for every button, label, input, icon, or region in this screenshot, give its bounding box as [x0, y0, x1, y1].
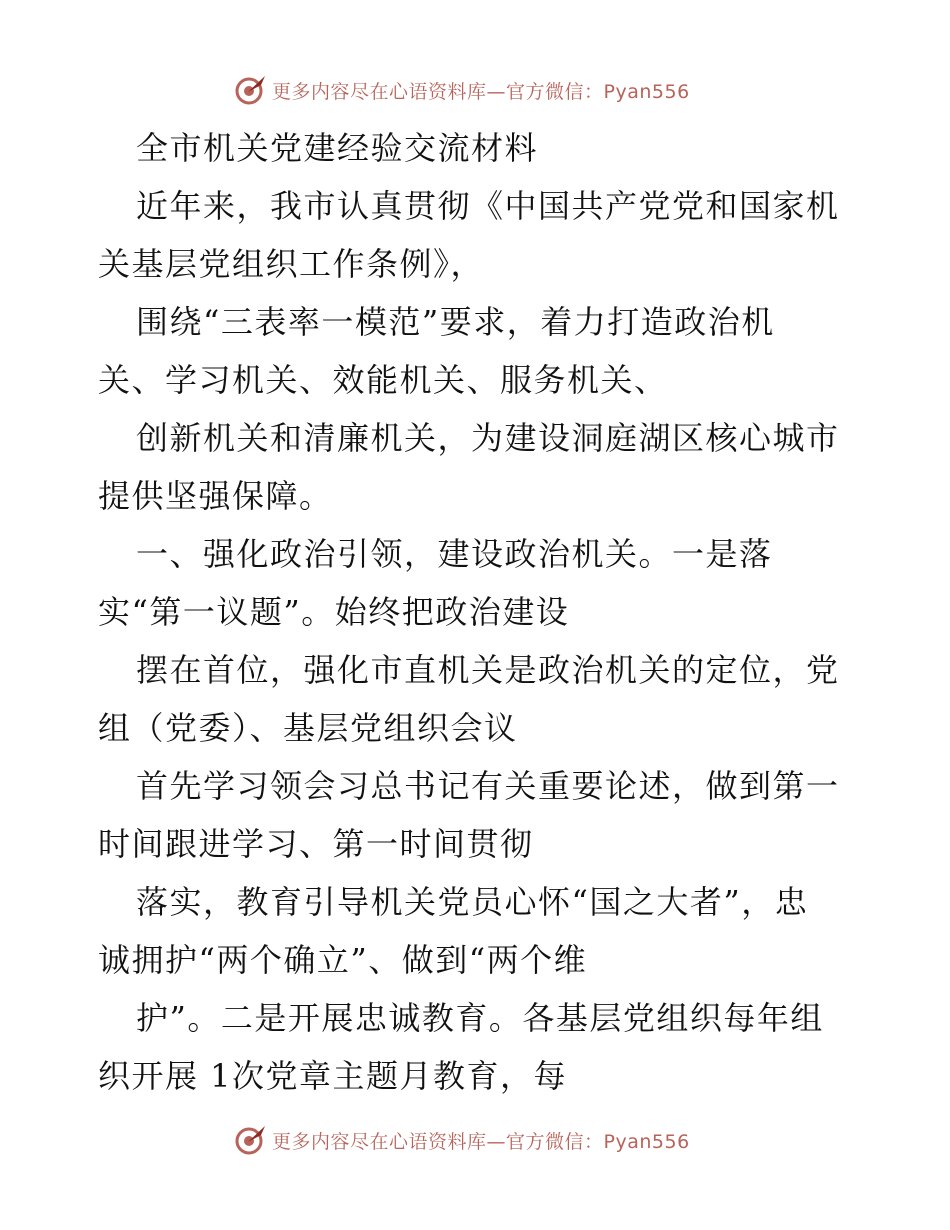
quill-pen-icon	[234, 1123, 268, 1157]
text-line: 诚拥护“两个确立”、做到“两个维	[98, 941, 588, 979]
text-line: 关、学习机关、效能机关、服务机关、	[98, 361, 668, 399]
watermark-text: 更多内容尽在心语资料库—官方微信：Pyan556	[272, 1130, 690, 1153]
text-line: 提供坚强保障。	[98, 477, 333, 515]
section-heading-line: 一、强化政治引领，建设政治机关。一是落	[136, 535, 773, 573]
watermark-text: 更多内容尽在心语资料库—官方微信：Pyan556	[272, 80, 690, 103]
text-line: 创新机关和清廉机关，为建设洞庭湖区核心城市	[136, 419, 840, 457]
text-line: 摆在首位，强化市直机关是政治机关的定位，党	[136, 651, 840, 689]
text-line: 组（党委）、基层党组织会议	[98, 709, 518, 747]
text-line: 落实，教育引导机关党员心怀“国之大者”，忠	[136, 883, 809, 921]
text-line: 围绕“三表率一模范”要求，着力打造政治机	[136, 303, 775, 341]
quill-pen-icon	[234, 73, 268, 107]
document-title: 全市机关党建经验交流材料	[136, 129, 539, 167]
text-line: 织开展 1次党章主题月教育，每	[98, 1057, 568, 1095]
header-watermark	[234, 70, 690, 110]
text-line: 关基层党组织工作条例》，	[98, 245, 485, 283]
text-line: 近年来，我市认真贯彻《中国共产党党和国家机	[136, 187, 840, 225]
footer-watermark	[234, 1120, 690, 1160]
text-line: 时间跟进学习、第一时间贯彻	[98, 825, 534, 863]
text-line: 实“第一议题”。始终把政治建设	[98, 593, 570, 631]
text-line: 护”。二是开展忠诚教育。各基层党组织每年组	[136, 999, 824, 1037]
text-line: 首先学习领会习总书记有关重要论述，做到第一	[136, 767, 840, 805]
